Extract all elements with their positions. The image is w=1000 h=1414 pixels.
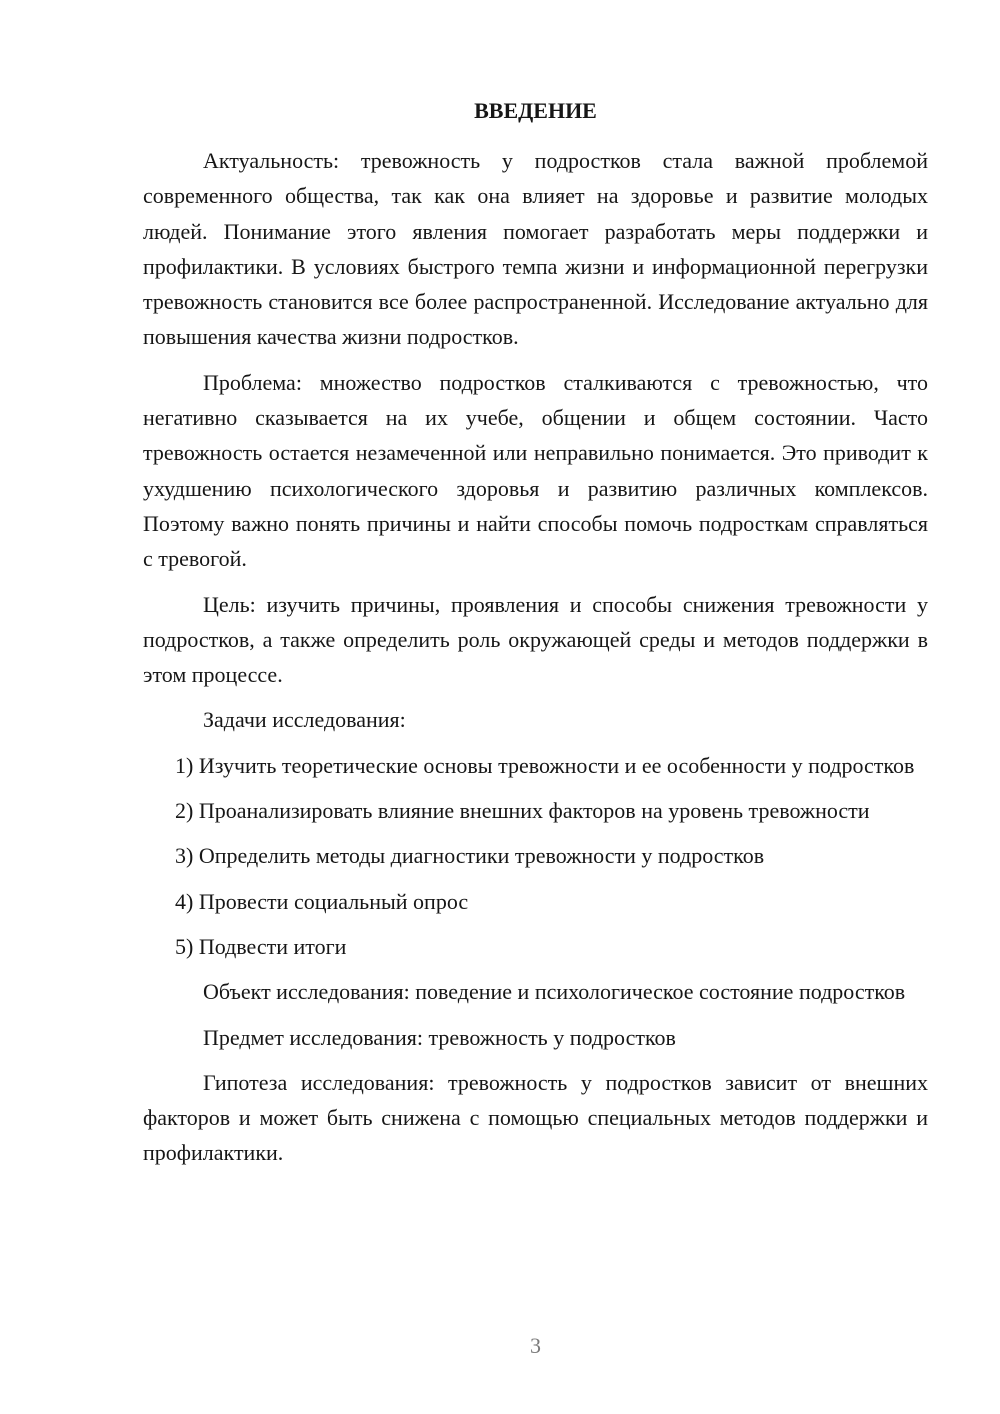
task-item-3: 3) Определить методы диагностики тревожности у подростков [175, 843, 765, 869]
goal-paragraph: Цель: изучить причины, проявления и способы снижения тревожности у подростков, а также определить роль окружающей среды и методов поддержки в этом процессе. [143, 591, 928, 688]
task-item-4: 4) Провести социальный опрос [175, 888, 469, 914]
document-page [143, 0, 928, 1414]
relevance-paragraph: Актуальность: тревожность у подростков стала важной проблемой современного общества, так как она влияет на здоровье и развитие молодых людей. Понимание этого явления помогает разработать меры поддержки и профилактики. В условиях быстрого темпа жизни и информационной перегрузки тревожность становится все более распространенной. Исследование актуально для повышения качества жизни подростков. [143, 148, 928, 350]
task-item-2: 2) Проанализировать влияние внешних факторов на уровень тревожности [175, 798, 870, 824]
task-item-1: 1) Изучить теоретические основы тревожности и ее особенности у подростков [175, 752, 915, 778]
page-number: 3 [530, 1333, 541, 1358]
object-paragraph: Объект исследования: поведение и психологическое состояние подростков [203, 979, 906, 1005]
subject-paragraph: Предмет исследования: тревожность у подростков [203, 1024, 676, 1050]
introduction-body [143, 143, 928, 1181]
section-title: ВВЕДЕНИЕ [474, 98, 597, 123]
task-item-5: 5) Подвести итоги [175, 933, 347, 959]
problem-paragraph: Проблема: множество подростков сталкиваются с тревожностью, что негативно сказывается на их учебе, общении и общем состоянии. Часто тревожность остается незамеченной или неправильно понимается. Это приводит к ухудшению психологического здоровья и развитию различных комплексов. Поэтому важно понять причины и найти способы помочь подросткам справляться с тревогой. [143, 369, 928, 572]
tasks-heading: Задачи исследования: [203, 707, 406, 733]
hypothesis-paragraph: Гипотеза исследования: тревожность у подростков зависит от внешних факторов и может быть снижена с помощью специальных методов поддержки и профилактики. [143, 1069, 928, 1166]
